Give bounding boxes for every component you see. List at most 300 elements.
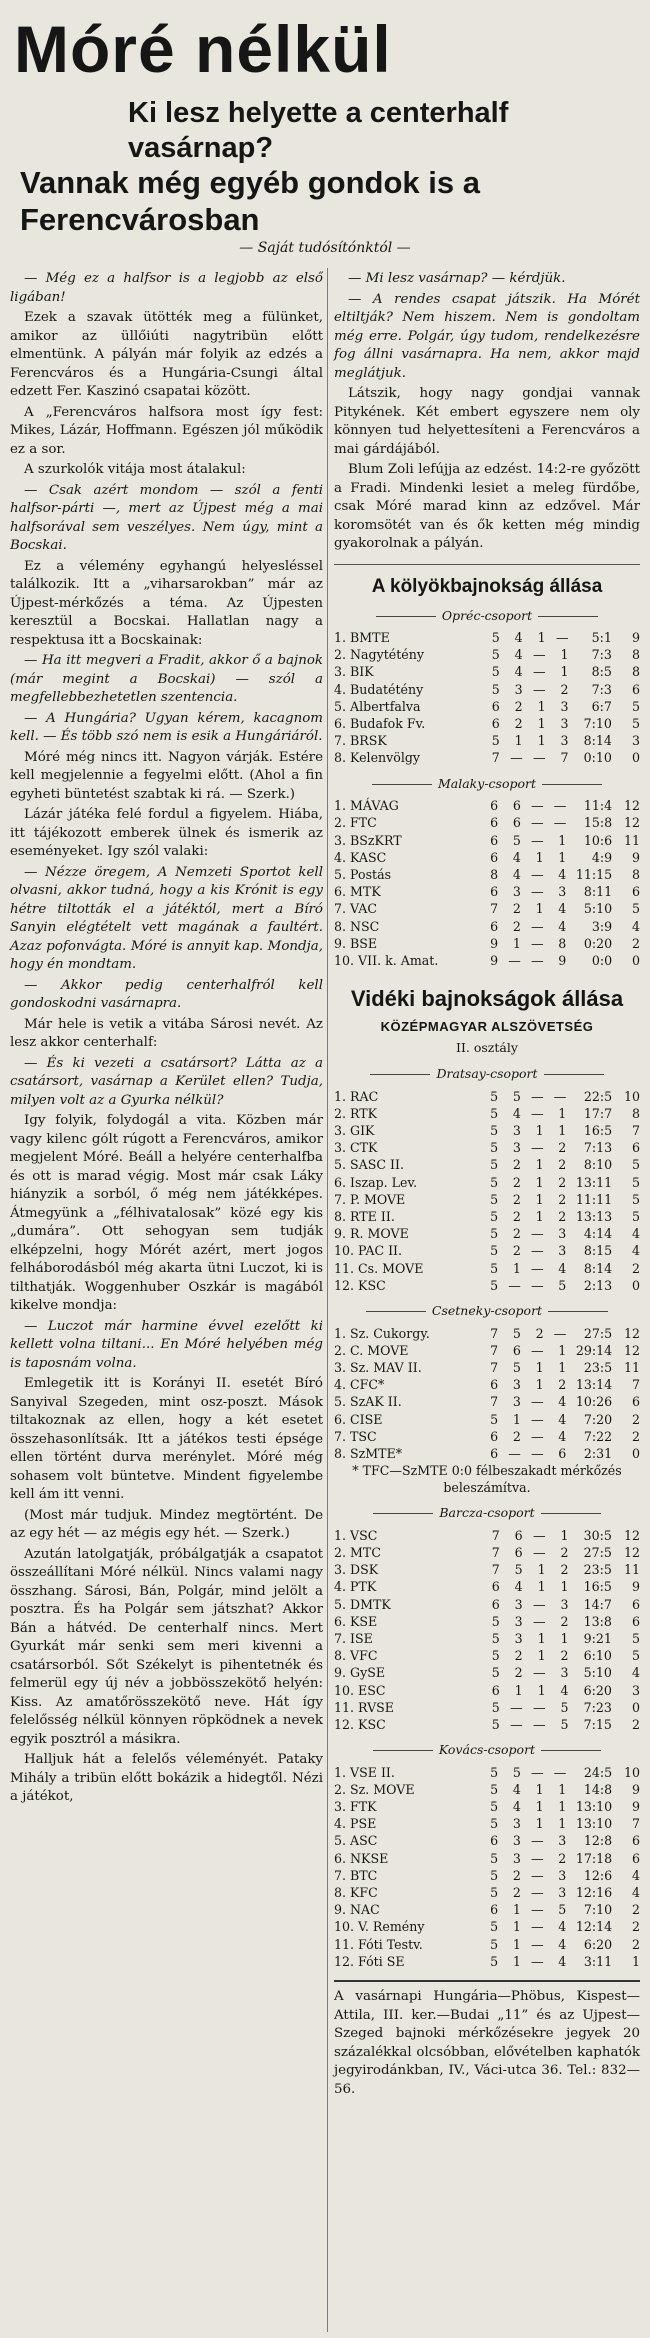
team-name: 6. Budafok Fv. xyxy=(334,716,426,732)
stat-cell: — xyxy=(510,1716,523,1732)
stat-cell: 6 xyxy=(514,1544,523,1560)
stat-cell: 1 xyxy=(535,1191,544,1207)
stat-cell: 0 xyxy=(631,952,640,968)
stat-cell: 4 xyxy=(631,1243,640,1259)
stat-cell: 2 xyxy=(558,1850,567,1866)
stat-cell: 1 xyxy=(512,1936,521,1952)
stat-cell: 7 xyxy=(490,1342,499,1358)
stat-cell: 27:5 xyxy=(583,1325,613,1341)
stat-cell: 6 xyxy=(514,1527,523,1543)
stat-cell: 2 xyxy=(512,1174,521,1190)
stat-cell: 0 xyxy=(631,1446,640,1462)
stat-cell: 7:13 xyxy=(583,1140,613,1156)
stat-cell: 2 xyxy=(631,935,640,951)
article-paragraph: Ez a vélemény egyhangú helyesléssel találkozik. Itt a „viharsarokban” már az Újpest-mérkőzés a téma. Az Újpesten keresztül a Bocskai. Hallatlan nagy a respektusa itt a Bocskainak: xyxy=(10,558,323,648)
team-name: 8. RTE II. xyxy=(334,1209,395,1225)
stat-cell: 5 xyxy=(491,1665,500,1681)
team-name: 2. Sz. MOVE xyxy=(334,1781,415,1797)
stat-cell: 5:10 xyxy=(583,901,613,917)
team-name: 2. C. MOVE xyxy=(334,1342,409,1358)
stat-cell: 7 xyxy=(491,1544,500,1560)
table-row xyxy=(334,1088,640,1105)
table-row xyxy=(334,663,640,680)
article-paragraph: Ezek a szavak ütötték meg a fülünket, amikor az üllőiúti nagytribün előtt elmentünk. A pályán már folyik az edzés a Ferencváros és a Hungária-Csungi által edzett Fer. Kaszinó csapatai között. xyxy=(10,310,323,399)
stat-cell: 7:22 xyxy=(583,1428,613,1444)
stat-cell: 1 xyxy=(535,1360,544,1375)
table-row xyxy=(334,935,640,952)
table-row xyxy=(334,1527,640,1544)
stat-cell: 22:5 xyxy=(583,1088,613,1104)
stat-cell: 0 xyxy=(631,1277,640,1293)
table-row xyxy=(334,797,640,814)
stat-cell: 6 xyxy=(558,1446,567,1462)
stat-cell: 13:10 xyxy=(575,1799,613,1815)
stat-cell: — xyxy=(553,1325,567,1341)
table-row xyxy=(334,732,640,749)
stat-cell: 5 xyxy=(490,1140,499,1156)
stat-cell: 12:8 xyxy=(583,1833,613,1849)
stat-cell: 1 xyxy=(558,1816,567,1832)
team-name: 4. KASC xyxy=(334,849,387,865)
stat-cell: 4 xyxy=(558,901,567,917)
stat-cell: 12 xyxy=(623,1544,640,1560)
stat-cell: 8:14 xyxy=(583,1260,613,1276)
article-paragraph: — Még ez a halfsor is a legjobb az első ligában! xyxy=(10,271,323,305)
stat-cell: 5 xyxy=(631,1648,640,1664)
stat-cell: 16:5 xyxy=(583,1579,612,1595)
team-name: 1. MÁVAG xyxy=(334,798,399,814)
stat-cell: 1 xyxy=(558,849,567,865)
stat-cell: 6 xyxy=(491,698,500,714)
stat-cell: 1 xyxy=(558,832,567,848)
table-row xyxy=(334,814,640,831)
team-name: 9. GySE xyxy=(334,1665,386,1681)
stat-cell: 6 xyxy=(490,815,499,831)
stat-cell: — xyxy=(531,1833,544,1849)
stat-cell: 13:14 xyxy=(575,1377,613,1393)
article-paragraph: Halljuk hát a felelős véleményét. Pataky Mihály a tribün előtt bokázik a hidegtől. Nézi a játékot, xyxy=(10,1752,323,1804)
stat-cell: 6 xyxy=(490,1446,499,1462)
article-paragraph: — És ki vezeti a csatársort? Látta az a csatársort, vasárnap a Kerület ellen? Tudja, milyen volt az a Gyurka nélkül? xyxy=(10,1055,323,1108)
stat-cell: 7 xyxy=(560,750,569,766)
table-row xyxy=(334,1613,640,1630)
stat-cell: 30:5 xyxy=(583,1527,612,1543)
article-right-column xyxy=(334,270,640,2099)
stat-cell: 4 xyxy=(631,1885,640,1901)
stat-cell: 2 xyxy=(558,1377,567,1393)
table-row xyxy=(334,1596,640,1613)
stat-cell: — xyxy=(553,798,567,814)
headline-subtitle-2: Vannak még egyéb gondok is a Ferencvárosban xyxy=(20,165,480,237)
stat-cell: 3 xyxy=(512,1816,521,1832)
stat-cell: 4 xyxy=(558,1260,567,1276)
group-heading: Malaky-csoport xyxy=(334,775,640,794)
table-row xyxy=(334,1781,640,1798)
stat-cell: 0 xyxy=(631,750,640,766)
stat-cell: 6:20 xyxy=(583,1936,613,1952)
team-name: 12. KSC xyxy=(334,1277,386,1293)
stat-cell: 6:20 xyxy=(583,1682,612,1698)
team-name: 7. TSC xyxy=(334,1428,377,1444)
table-row xyxy=(334,1428,640,1445)
stat-cell: 2 xyxy=(558,1157,567,1173)
stat-cell: 5 xyxy=(512,1088,521,1104)
stat-cell: 4 xyxy=(560,1682,569,1698)
table-row xyxy=(334,749,640,766)
kolyok-standings-title: A kölyökbajnokság állása xyxy=(371,575,603,597)
stat-cell: 1 xyxy=(558,1105,567,1121)
team-name: 1. VSE II. xyxy=(334,1764,395,1780)
stat-cell: 6:10 xyxy=(583,1648,612,1664)
videki-standings-2 xyxy=(334,1504,640,1970)
stat-cell: 5 xyxy=(490,1885,499,1901)
headline-title: Móré nélkül xyxy=(14,12,392,86)
stat-cell: 13:10 xyxy=(575,1816,613,1832)
team-name: 9. BSE xyxy=(334,935,378,951)
stat-cell: 17:7 xyxy=(583,1105,613,1121)
stat-cell: 13:11 xyxy=(575,1174,613,1190)
stat-cell: — xyxy=(533,1596,546,1612)
table-row xyxy=(334,1139,640,1156)
stat-cell: 6 xyxy=(631,681,640,697)
stat-cell: 5 xyxy=(560,1699,569,1715)
stat-cell: — xyxy=(531,1953,544,1969)
stat-cell: 6 xyxy=(631,1613,640,1629)
table-row xyxy=(334,849,640,866)
stat-cell: 5 xyxy=(491,1699,500,1715)
stat-cell: 4 xyxy=(631,1665,640,1681)
table-row xyxy=(334,1936,640,1953)
article-paragraph: — Csak azért mondom — szól a fenti halfsor-párti —, mert az Újpest még a mai halfsorával sem veszélyes. Nem úgy, mint a Bocskai. xyxy=(10,482,323,553)
stat-cell: 5:1 xyxy=(591,630,612,645)
team-name: 1. BMTE xyxy=(334,630,390,645)
team-name: 6. CISE xyxy=(334,1411,383,1427)
stat-cell: — xyxy=(553,1764,567,1780)
stat-cell: 6 xyxy=(512,815,521,831)
group-heading: Barcza-csoport xyxy=(334,1504,640,1523)
standings-table xyxy=(334,1088,640,1294)
stat-cell: 3 xyxy=(514,1596,523,1612)
stat-cell: 5 xyxy=(490,1919,499,1935)
stat-cell: 1 xyxy=(558,1342,567,1358)
stat-cell: 1 xyxy=(535,1174,544,1190)
table-row xyxy=(334,1342,640,1359)
stat-cell: — xyxy=(531,1342,544,1358)
team-name: 1. VSC xyxy=(334,1527,378,1543)
team-name: 3. BIK xyxy=(334,664,374,680)
article-paragraph: — A Hungária? Ugyan kérem, kacagnom kell. — És több szó nem is esik a Hungáriáról. xyxy=(10,710,323,744)
article-paragraph: — Akkor pedig centerhalfról kell gondoskodni vasárnapra. xyxy=(10,977,323,1011)
stat-cell: 5 xyxy=(491,630,500,645)
stat-cell: 5 xyxy=(631,1174,640,1190)
stat-cell: 10 xyxy=(623,1764,640,1780)
stat-cell: 5 xyxy=(560,1716,569,1732)
team-name: 12. KSC xyxy=(334,1716,386,1732)
stat-cell: — xyxy=(531,1867,544,1883)
stat-cell: 6 xyxy=(490,1902,499,1918)
stat-cell: 7:15 xyxy=(583,1716,612,1732)
stat-cell: 9 xyxy=(631,849,640,865)
stat-cell: — xyxy=(510,1699,523,1715)
stat-cell: 1 xyxy=(537,733,546,749)
stat-cell: 3 xyxy=(512,1833,521,1849)
stat-cell: — xyxy=(531,798,544,814)
stat-cell: — xyxy=(531,1428,544,1444)
stat-cell: 1 xyxy=(558,1799,567,1815)
league-class: II. osztály xyxy=(456,1039,518,1055)
stat-cell: 1 xyxy=(512,1411,521,1427)
stat-cell: 2 xyxy=(631,1411,640,1427)
stat-cell: 5 xyxy=(512,832,521,848)
stat-cell: 9 xyxy=(631,1781,640,1797)
stat-cell: 3 xyxy=(512,1377,521,1393)
stat-cell: — xyxy=(533,1699,546,1715)
table-row xyxy=(334,698,640,715)
team-name: 6. MTK xyxy=(334,884,381,900)
stat-cell: 11 xyxy=(623,1360,640,1375)
stat-cell: 12 xyxy=(623,1342,640,1358)
table-row xyxy=(334,1225,640,1242)
group-heading: Dratsay-csoport xyxy=(334,1065,640,1084)
stat-cell: 5 xyxy=(490,1243,499,1259)
stat-cell: 1 xyxy=(558,1360,567,1375)
stat-cell: 5 xyxy=(512,1325,521,1341)
stat-cell: 7 xyxy=(490,1394,499,1410)
stat-cell: 8 xyxy=(631,1105,640,1121)
stat-cell: 1 xyxy=(512,1902,521,1918)
stat-cell: 23:5 xyxy=(583,1562,612,1578)
stat-cell: 8 xyxy=(631,647,640,663)
stat-cell: 5 xyxy=(558,1902,567,1918)
stat-cell: 3 xyxy=(560,1665,569,1681)
stat-cell: 0 xyxy=(631,1699,640,1715)
stat-cell: 2 xyxy=(512,1867,521,1883)
team-name: 5. ASC xyxy=(334,1833,378,1849)
stat-cell: 3 xyxy=(512,1394,521,1410)
table-row xyxy=(334,1699,640,1716)
videki-standings-title: Vidéki bajnokságok állása xyxy=(350,986,624,1012)
stat-cell: 3 xyxy=(558,1833,567,1849)
stat-cell: 8 xyxy=(631,664,640,680)
stat-cell: 1 xyxy=(537,1562,546,1578)
stat-cell: 2 xyxy=(558,1209,567,1225)
stat-cell: 3 xyxy=(512,1140,521,1156)
stat-cell: — xyxy=(533,1613,546,1629)
stat-cell: 27:5 xyxy=(583,1544,612,1560)
team-name: 5. DMTK xyxy=(334,1596,391,1612)
table-row xyxy=(334,1901,640,1918)
stat-cell: 9:21 xyxy=(583,1630,612,1646)
stat-cell: 1 xyxy=(535,901,544,917)
article-paragraph: — Mi lesz vasárnap? — kérdjük. xyxy=(348,271,566,286)
article-paragraph: A szurkolók vitája most átalakul: xyxy=(24,462,246,477)
stat-cell: — xyxy=(531,884,544,900)
table-row xyxy=(334,1411,640,1428)
stat-cell: 5 xyxy=(490,1209,499,1225)
team-name: 4. PSE xyxy=(334,1816,377,1832)
stat-cell: 5 xyxy=(491,664,500,680)
stat-cell: 2 xyxy=(560,1562,569,1578)
table-row xyxy=(334,1174,640,1191)
stat-cell: 8:15 xyxy=(583,1243,613,1259)
stat-cell: 7 xyxy=(490,1360,499,1375)
stat-cell: 1 xyxy=(512,1919,521,1935)
team-name: 11. Cs. MOVE xyxy=(334,1260,424,1276)
stat-cell: 4:9 xyxy=(591,849,613,865)
stat-cell: 2 xyxy=(512,1191,521,1207)
team-name: 3. Sz. MAV II. xyxy=(334,1360,422,1375)
stat-cell: 13:13 xyxy=(575,1209,613,1225)
stat-cell: 4 xyxy=(512,1799,521,1815)
stat-cell: — xyxy=(531,1936,544,1952)
stat-cell: 3 xyxy=(558,1226,567,1242)
stat-cell: 4 xyxy=(631,1226,640,1242)
stat-cell: 4 xyxy=(558,866,567,882)
stat-cell: 1 xyxy=(535,1377,544,1393)
stat-cell: 4 xyxy=(512,866,521,882)
stat-cell: 5 xyxy=(490,1191,499,1207)
team-name: 5. SASC II. xyxy=(334,1157,404,1173)
stat-cell: 7:23 xyxy=(583,1699,612,1715)
stat-cell: 5 xyxy=(491,1613,500,1629)
table-row xyxy=(334,1191,640,1208)
stat-cell: 6 xyxy=(490,798,499,814)
table-row xyxy=(334,1561,640,1578)
stat-cell: — xyxy=(531,1243,544,1259)
stat-cell: 5 xyxy=(631,1157,640,1173)
stat-cell: 2 xyxy=(512,1885,521,1901)
team-name: 2. RTK xyxy=(334,1105,378,1121)
group-heading: Opréc-csoport xyxy=(334,607,640,626)
stat-cell: 2 xyxy=(512,1226,521,1242)
article-paragraph: — Luczot már harmine évvel ezelőtt ki kellett volna tiltani... En Móré helyében még is taposnám volna. xyxy=(10,1318,323,1371)
article-paragraph: Blum Zoli lefújja az edzést. 14:2-re győzött a Fradi. Mindenki lesiet a meleg fürdőbe, csak Móré marad kinn az edzővel. Már koromsötét van és ők ketten még mindig gyakorolnak a pályán. xyxy=(334,462,640,551)
stat-cell: 1 xyxy=(535,1781,544,1797)
stat-cell: 2 xyxy=(535,1325,544,1341)
stat-cell: 2 xyxy=(512,918,521,934)
stat-cell: 4 xyxy=(512,849,521,865)
stat-cell: 6 xyxy=(631,1394,640,1410)
stat-cell: 3 xyxy=(558,1867,567,1883)
team-name: 9. NAC xyxy=(334,1902,380,1918)
stat-cell: 2 xyxy=(512,1157,521,1173)
stat-cell: 6:7 xyxy=(591,698,612,714)
stat-cell: 4 xyxy=(514,630,523,645)
team-name: 7. BRSK xyxy=(334,733,387,749)
association-name: KÖZÉPMAGYAR ALSZÖVETSÉG xyxy=(380,1019,594,1035)
team-name: 8. KFC xyxy=(334,1885,378,1901)
stat-cell: 5 xyxy=(491,1630,500,1646)
stat-cell: 1 xyxy=(537,1648,546,1664)
table-row xyxy=(334,1682,640,1699)
stat-cell: 5 xyxy=(490,1850,499,1866)
stat-cell: 5 xyxy=(512,1764,521,1780)
stat-cell: — xyxy=(533,1716,546,1732)
stat-cell: 3 xyxy=(560,1596,569,1612)
stat-cell: 2 xyxy=(514,698,523,714)
standings-table xyxy=(334,629,640,767)
stat-cell: 2 xyxy=(631,1936,640,1952)
stat-cell: 7:3 xyxy=(591,681,612,697)
stat-cell: 6 xyxy=(491,1682,500,1698)
stat-cell: — xyxy=(533,664,546,680)
stat-cell: 9 xyxy=(490,952,499,968)
stat-cell: — xyxy=(533,1544,546,1560)
stat-cell: 5 xyxy=(490,1936,499,1952)
stat-cell: 2 xyxy=(512,1243,521,1259)
stat-cell: 7 xyxy=(631,1377,640,1393)
stat-cell: 5 xyxy=(514,1562,523,1578)
article-paragraph: Azután latolgatják, próbálgatják a csapatot összeállítani Móré nélkül. Nincs valami nagy összhang. Sárosi, Bán, Polgár, mind jelölt a posztra. És ha Polgár sem játszhat? Akkor Bán a hátvéd. De centerhalf nincs. Mert Gyurkát már senki sem meri kivenni a csatársorból. Sőt Székelyt is pihentetnék és felmerül egy új név a jobbösszekötő helyén: Kiss. Az amatőrösszekötő neve. Hát így felelősség nélkül könnyen röpködnek a nevek egyik posztról a másikra. xyxy=(10,1546,323,1747)
stat-cell: — xyxy=(531,1140,544,1156)
stat-cell: 9 xyxy=(490,935,499,951)
stat-cell: 5 xyxy=(631,1191,640,1207)
stat-cell: 5:10 xyxy=(583,1665,612,1681)
ticket-notice: A vasárnapi Hungária—Phöbus, Kispest—Attila, III. ker.—Budai „11” és az Ujpest—Szeged bajnoki mérkőzésekre jegyek 20 százalékkal olcsóbban, elővételben kaphatók jegyirodánkban, IV., Váci-utca 36. Tel.: 832—56. xyxy=(334,1980,640,2099)
stat-cell: 3 xyxy=(558,1243,567,1259)
table-row xyxy=(334,1544,640,1561)
stat-cell: 2 xyxy=(631,1902,640,1918)
stat-cell: — xyxy=(531,866,544,882)
stat-cell: 6 xyxy=(631,1596,640,1612)
stat-cell: 0:0 xyxy=(591,952,613,968)
stat-cell: 10 xyxy=(623,1088,640,1104)
stat-cell: 6 xyxy=(490,1428,499,1444)
team-name: 8. Kelenvölgy xyxy=(334,750,421,766)
stat-cell: 3 xyxy=(631,1682,640,1698)
stat-cell: 5 xyxy=(631,698,640,714)
stat-cell: 5 xyxy=(490,1411,499,1427)
article-paragraph: Már hele is vetik a vitába Sárosi nevét. Az lesz akkor centerhalf: xyxy=(10,1016,323,1050)
stat-cell: 12 xyxy=(623,1325,640,1341)
stat-cell: 7 xyxy=(491,1562,500,1578)
team-name: 2. FTC xyxy=(334,815,377,831)
stat-cell: 3 xyxy=(560,698,569,714)
stat-cell: 5 xyxy=(631,1630,640,1646)
table-row xyxy=(334,1277,640,1294)
stat-cell: 12:6 xyxy=(583,1867,613,1883)
stat-cell: 4 xyxy=(558,1411,567,1427)
stat-cell: 2 xyxy=(514,1648,523,1664)
stat-cell: 6 xyxy=(490,918,499,934)
team-name: 3. CTK xyxy=(334,1140,378,1156)
stat-cell: — xyxy=(531,935,544,951)
team-name: 5. SzAK II. xyxy=(334,1394,402,1410)
stat-cell: 5 xyxy=(631,1209,640,1225)
stat-cell: 1 xyxy=(537,1682,546,1698)
stat-cell: 1 xyxy=(512,1953,521,1969)
stat-cell: 1 xyxy=(537,630,546,645)
stat-cell: 13:8 xyxy=(583,1613,612,1629)
team-name: 3. DSK xyxy=(334,1562,379,1578)
stat-cell: — xyxy=(531,952,544,968)
stat-cell: 1 xyxy=(535,849,544,865)
stat-cell: 5 xyxy=(491,647,500,663)
stat-cell: 9 xyxy=(631,1579,640,1595)
stat-cell: 7 xyxy=(491,1527,500,1543)
stat-cell: 4 xyxy=(558,918,567,934)
article-paragraph: — A rendes csapat játszik. Ha Mórét eltiltják? Nem hiszem. Nem is gondoltam még erre. Polgár, úgy tudom, rendelkezésre fog állni vasárnapra. Ha nem, akkor majd meglátjuk. xyxy=(334,291,640,381)
stat-cell: 1 xyxy=(560,1630,569,1646)
stat-cell: 6 xyxy=(491,1579,500,1595)
stat-cell: — xyxy=(531,1885,544,1901)
team-name: 11. Fóti Testv. xyxy=(334,1936,423,1952)
table-row xyxy=(334,918,640,935)
table-row xyxy=(334,1798,640,1815)
stat-cell: — xyxy=(508,952,521,968)
stat-cell: 12:14 xyxy=(575,1919,613,1935)
stat-cell: 2 xyxy=(560,1544,569,1560)
